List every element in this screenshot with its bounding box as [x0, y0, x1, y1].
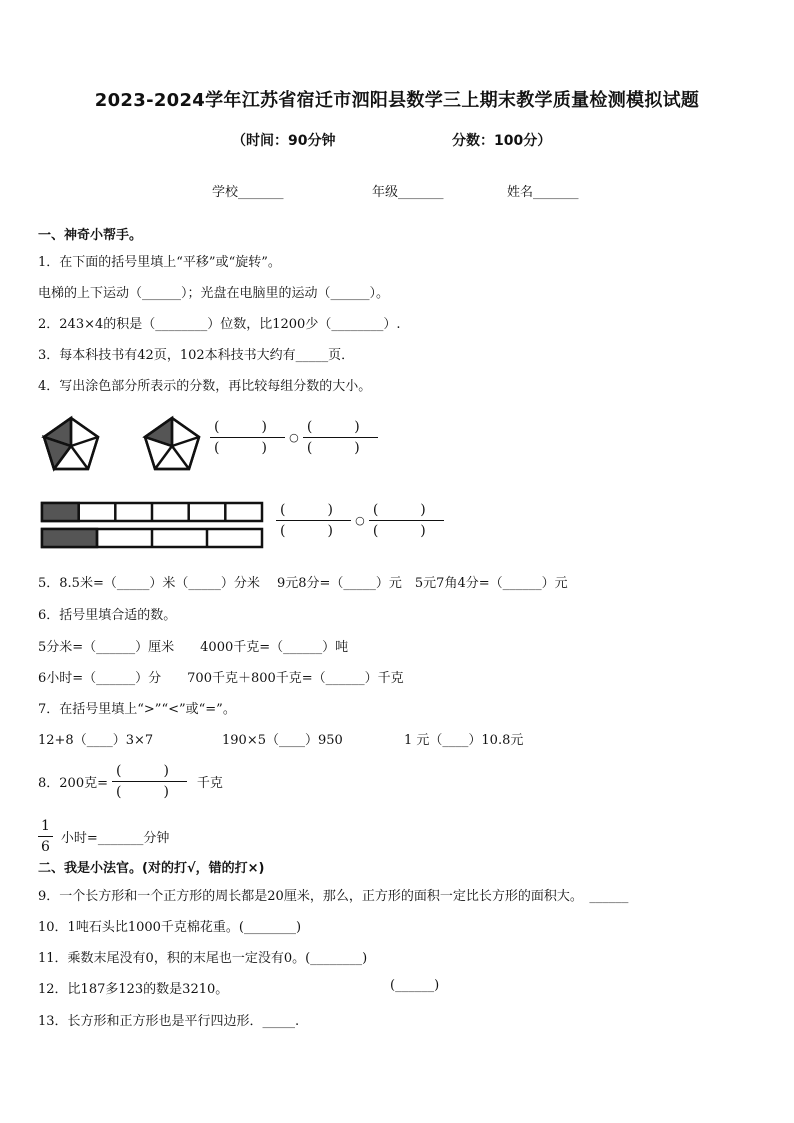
section2-heading: 二、我是小法官。(对的打√，错的打×) — [38, 861, 265, 876]
fraction-blank[interactable]: $\frac{( )}{( )}$ — [369, 501, 444, 540]
question-2: 2．243×4的积是（________）位数，比1200少（________）. — [38, 317, 401, 332]
question-13: 13．长方形和正方形也是平行四边形．_____. — [38, 1014, 300, 1029]
question-12: 12．比187多123的数是3210。 — [38, 982, 229, 997]
time-label: （时间：90分钟 — [232, 133, 336, 149]
question-8b-text: 小时=_______分钟 — [60, 831, 170, 846]
question-7c: 1 元（____）10.8元 — [404, 733, 524, 748]
fraction-blank[interactable]: $\frac{( )}{( )}$ — [303, 418, 378, 457]
question-8b — [38, 817, 169, 856]
question-7a: 12+8（____）3×7 — [38, 733, 154, 748]
school-field[interactable]: 学校_______ — [212, 185, 284, 200]
fraction-blank[interactable]: $\frac{( )}{( )}$ — [276, 501, 351, 540]
question-1-detail: 电梯的上下运动（______）；光盘在电脑里的运动（______）。 — [38, 286, 390, 301]
fraction-compare-1 — [210, 418, 378, 457]
question-8-prefix: 8．200克= — [38, 776, 108, 791]
question-6b: 6小时=（______）分 700千克＋800千克=（______）千克 — [38, 671, 404, 686]
question-10: 10．1吨石头比1000千克棉花重。(________) — [38, 920, 302, 935]
fraction-blank[interactable]: $\frac{( )}{( )}$ — [112, 762, 187, 801]
question-8-suffix: 千克 — [196, 776, 223, 791]
pentagon-figure-2 — [141, 415, 203, 473]
section1-heading: 一、神奇小帮手。 — [38, 228, 143, 243]
question-6a: 5分米=（______）厘米 4000千克=（______）吨 — [38, 640, 349, 655]
question-11: 11．乘数末尾没有0，积的末尾也一定没有0。(________) — [38, 951, 368, 966]
fraction-one-sixth: $\frac{1}{6}$ — [38, 817, 53, 856]
compare-circle[interactable]: ○ — [355, 514, 365, 527]
compare-circle[interactable]: ○ — [289, 431, 299, 444]
pentagon-figure-1 — [40, 415, 102, 473]
name-field[interactable]: 姓名_______ — [507, 185, 579, 200]
question-3: 3．每本科技书有42页，102本科技书大约有_____页． — [38, 348, 355, 363]
grade-field[interactable]: 年级_______ — [372, 185, 444, 200]
fraction-compare-2 — [276, 501, 444, 540]
score-label: 分数：100分） — [452, 133, 552, 149]
question-7b: 190×5（____）950 — [222, 733, 343, 748]
question-8 — [38, 762, 223, 801]
page-title: 2023-2024学年江苏省宿迁市泗阳县数学三上期末教学质量检测模拟试题 — [94, 90, 700, 111]
question-9: 9．一个长方形和一个正方形的周长都是20厘米，那么，正方形的面积一定比长方形的面积大。 ______ — [38, 889, 629, 904]
question-4: 4．写出涂色部分所表示的分数，再比较每组分数的大小。 — [38, 379, 372, 394]
question-7: 7．在括号里填上“>”“<”或“=”。 — [38, 702, 236, 717]
question-5: 5．8.5米=（_____）米（_____）分米 9元8分=（_____）元 5元7角4分=（______）元 — [38, 576, 568, 591]
question-6: 6．括号里填合适的数。 — [38, 608, 177, 623]
question-12-blank[interactable]: (______) — [390, 978, 440, 993]
fraction-blank[interactable]: $\frac{( )}{( )}$ — [210, 418, 285, 457]
question-1: 1．在下面的括号里填上“平移”或“旋转”。 — [38, 255, 281, 270]
bar-figures — [40, 501, 264, 549]
